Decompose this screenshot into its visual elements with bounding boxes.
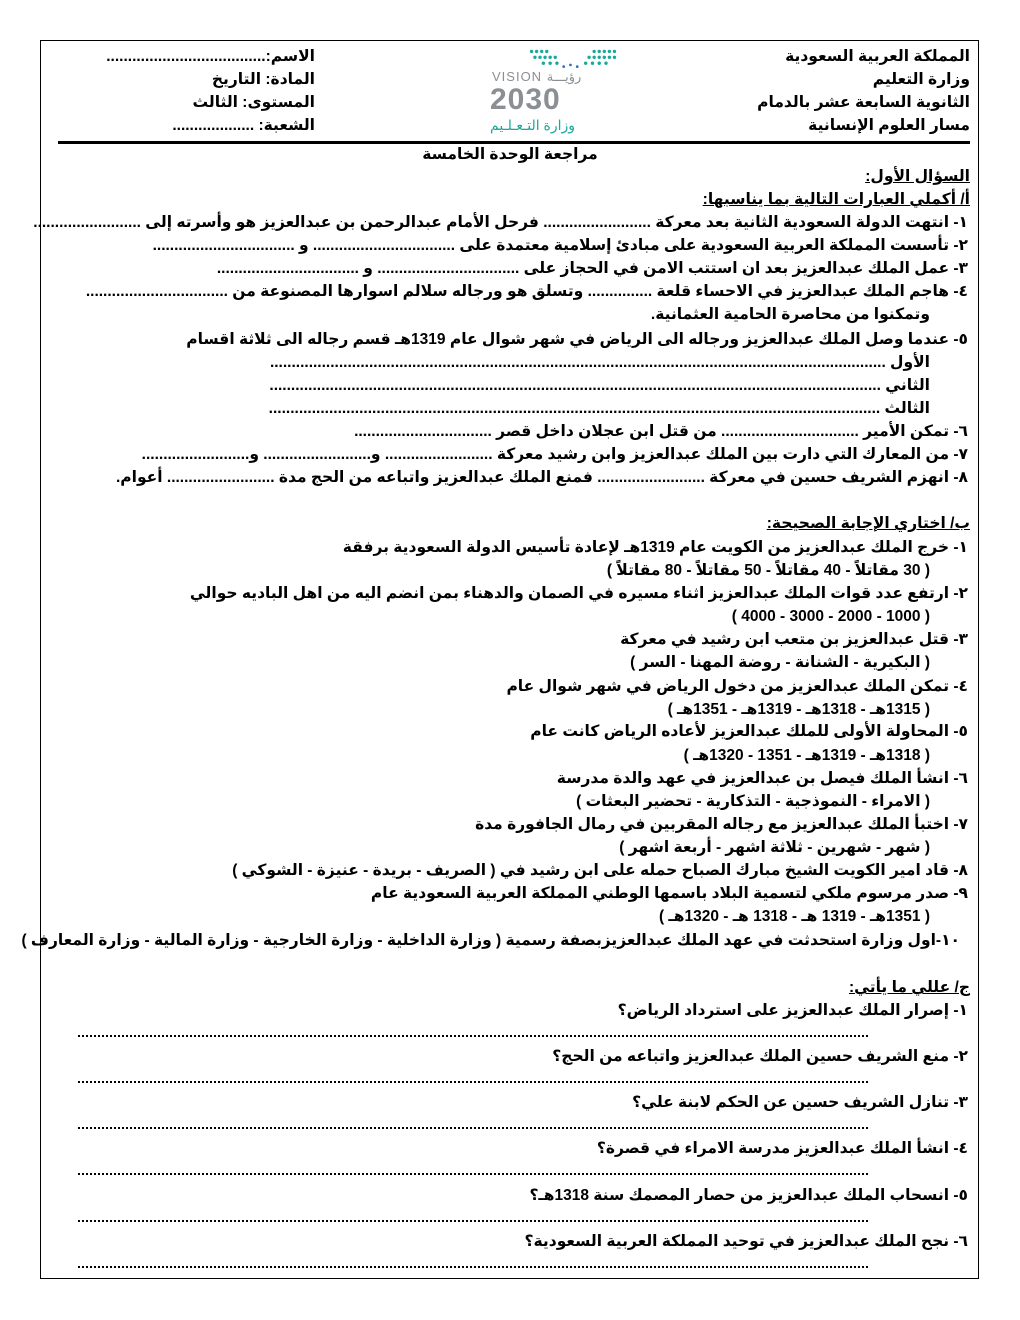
multiple-choice-question: ٥- المحاولة الأولى للملك عبدالعزيز لأعاده الرياض كانت عام <box>530 723 968 740</box>
vision-text: VISION رؤيـــة <box>492 69 582 84</box>
answer-options: ( 30 مقاتلاً - 40 مقاتلاً - 50 مقاتلاً - 80 مقاتلاً ) <box>606 562 930 579</box>
vision-2030-logo <box>488 48 628 136</box>
fill-blank-item: الثاني .............................................................................................................................................. <box>269 377 930 394</box>
student-info-field: المستوى: الثالث <box>192 94 315 111</box>
school-info-line: مسار العلوم الإنسانية <box>808 117 970 134</box>
vision-dots-icon <box>518 48 628 70</box>
fill-blank-item: ٨- انهزم الشريف حسين في معركة ......................... فمنع الملك عبدالعزيز واتباعه من الحج مدة ......................... أعوام. <box>115 469 968 486</box>
answer-options: ( شهر - شهرين - ثلاثة اشهر - أربعة اشهر ) <box>619 839 930 856</box>
multiple-choice-question: ٧- اختبأ الملك عبدالعزيز مع رجاله المقربين في رمال الجافورة مدة <box>475 816 968 833</box>
fill-blank-item: ٥- عندما وصل الملك عبدالعزيز ورجاله الى الرياض في شهر شوال عام 1319هـ قسم رجاله الى ثلاثة اقسام <box>186 331 968 348</box>
student-info-field: الاسم:..................................... <box>106 48 315 65</box>
student-info-field: المادة: التاريخ <box>211 71 315 88</box>
page-title: مراجعة الوحدة الخامسة <box>422 146 598 163</box>
fill-blank-item: الثالث .............................................................................................................................................. <box>268 400 930 417</box>
fill-blank-item: ٧- من المعارك التي دارت بين الملك عبدالعزيز وابن رشيد معركة ......................... و......................... و......................... <box>141 446 968 463</box>
answer-line[interactable] <box>78 1173 868 1175</box>
explain-question: ١- إصرار الملك عبدالعزيز على استرداد الرياض؟ <box>617 1002 968 1019</box>
multiple-choice-question: ٢- ارتفع عدد قوات الملك عبدالعزيز اثناء مسيره في الصمان والدهناء بمن انضم اليه من اهل الباديه حوالي <box>189 585 968 602</box>
part-c-heading: ج/ عللي ما يأتي: <box>848 979 970 996</box>
multiple-choice-question: ٨- قاد امير الكويت الشيخ مبارك الصباح حمله على ابن رشيد في ( الصريف - بريدة - عنيزة - الشوكي ) <box>232 862 968 879</box>
answer-line[interactable] <box>78 1266 868 1268</box>
explain-question: ٢- منع الشريف حسين الملك عبدالعزيز واتباعه من الحج؟ <box>552 1048 968 1065</box>
multiple-choice-question: ١- خرج الملك عبدالعزيز من الكويت عام 1319هـ لإعادة تأسيس الدولة السعودية برفقة <box>342 539 968 556</box>
explain-question: ٤- انشأ الملك عبدالعزيز مدرسة الامراء في قصرة؟ <box>596 1140 968 1157</box>
answer-options: ( 1351هـ - 1319 هـ - 1318 هـ - 1320هـ ) <box>658 908 930 925</box>
multiple-choice-question: ٦- انشأ الملك فيصل بن عبدالعزيز في عهد والدة مدرسة <box>556 770 968 787</box>
answer-options: ( البكيرية - الشنانة - روضة المهنا - السر ) <box>630 654 930 671</box>
header-divider <box>58 141 970 144</box>
answer-options: ( 1318هـ - 1319هـ - 1351 - 1320هـ ) <box>683 747 930 764</box>
answer-line[interactable] <box>78 1081 868 1083</box>
answer-line[interactable] <box>78 1127 868 1129</box>
multiple-choice-question: ٤- تمكن الملك عبدالعزيز من دخول الرياض في شهر شوال عام <box>506 678 968 695</box>
student-info-field: الشعبة: ................... <box>172 117 315 134</box>
fill-blank-item: الأول ............................................................................................................................................... <box>269 354 930 371</box>
fill-blank-item: ٤- هاجم الملك عبدالعزيز في الاحساء قلعة ............... وتسلق هو ورجاله سلالم اسوارها المصنوعة من ................................. <box>85 283 968 300</box>
part-b-heading: ب/ اختاري الإجابة الصحيحة: <box>766 515 970 532</box>
school-info-line: الثانوية السابعة عشر بالدمام <box>757 94 970 111</box>
school-info-line: المملكة العربية السعودية <box>785 48 970 65</box>
explain-question: ٥- انسحاب الملك عبدالعزيز من حصار المصمك سنة 1318هـ؟ <box>529 1187 968 1204</box>
answer-options: ( 1000 - 2000 - 3000 - 4000 ) <box>731 608 930 625</box>
fill-blank-item: وتمكنوا من محاصرة الحامية العثمانية. <box>650 306 930 323</box>
answer-options: ( الامراء - النموذجية - التذكارية - تحضير البعثات ) <box>576 793 930 810</box>
multiple-choice-question: ٣- قتل عبدالعزيز بن متعب ابن رشيد في معركة <box>620 631 968 648</box>
multiple-choice-question: ١٠-اول وزارة استحدثت في عهد الملك عبدالعزيزبصفة رسمية ( وزارة الداخلية - وزارة الخارجية - وزارة المالية - وزارة المعارف ) <box>21 932 960 949</box>
fill-blank-item: ٦- تمكن الأمير ................................ من قتل ابن عجلان داخل قصر ................................ <box>354 423 968 440</box>
explain-question: ٦- نجح الملك عبدالعزيز في توحيد المملكة العربية السعودية؟ <box>524 1233 968 1250</box>
answer-line[interactable] <box>78 1035 868 1037</box>
vision-year: 2030 <box>490 83 561 116</box>
answer-options: ( 1315هـ - 1318هـ - 1319هـ - 1351هـ ) <box>667 701 930 718</box>
part-a-heading: أ/ أكملي العبارات التالية بما يناسبها: <box>702 191 970 208</box>
explain-question: ٣- تنازل الشريف حسين عن الحكم لابنة علي؟ <box>632 1094 968 1111</box>
question-heading: السؤال الأول: <box>865 168 970 185</box>
fill-blank-item: ٢- تأسست المملكة العربية السعودية على مبادئ إسلامية معتمدة على ................................. و ................................. <box>152 237 968 254</box>
multiple-choice-question: ٩- صدر مرسوم ملكي لتسمية البلاد باسمها الوطني المملكة العربية السعودية عام <box>370 885 968 902</box>
answer-line[interactable] <box>78 1220 868 1222</box>
fill-blank-item: ١- انتهت الدولة السعودية الثانية بعد معركة ......................... فرحل الأمام عبدالرحمن بن عبدالعزيز هو وأسرته إلى ......................... <box>33 214 968 231</box>
school-info-line: وزارة التعليم <box>872 71 970 88</box>
ministry-logo-text: وزارة التـعـلـيم <box>490 117 576 133</box>
fill-blank-item: ٣- عمل الملك عبدالعزيز بعد ان استتب الامن في الحجاز على ................................. و ................................. <box>216 260 968 277</box>
